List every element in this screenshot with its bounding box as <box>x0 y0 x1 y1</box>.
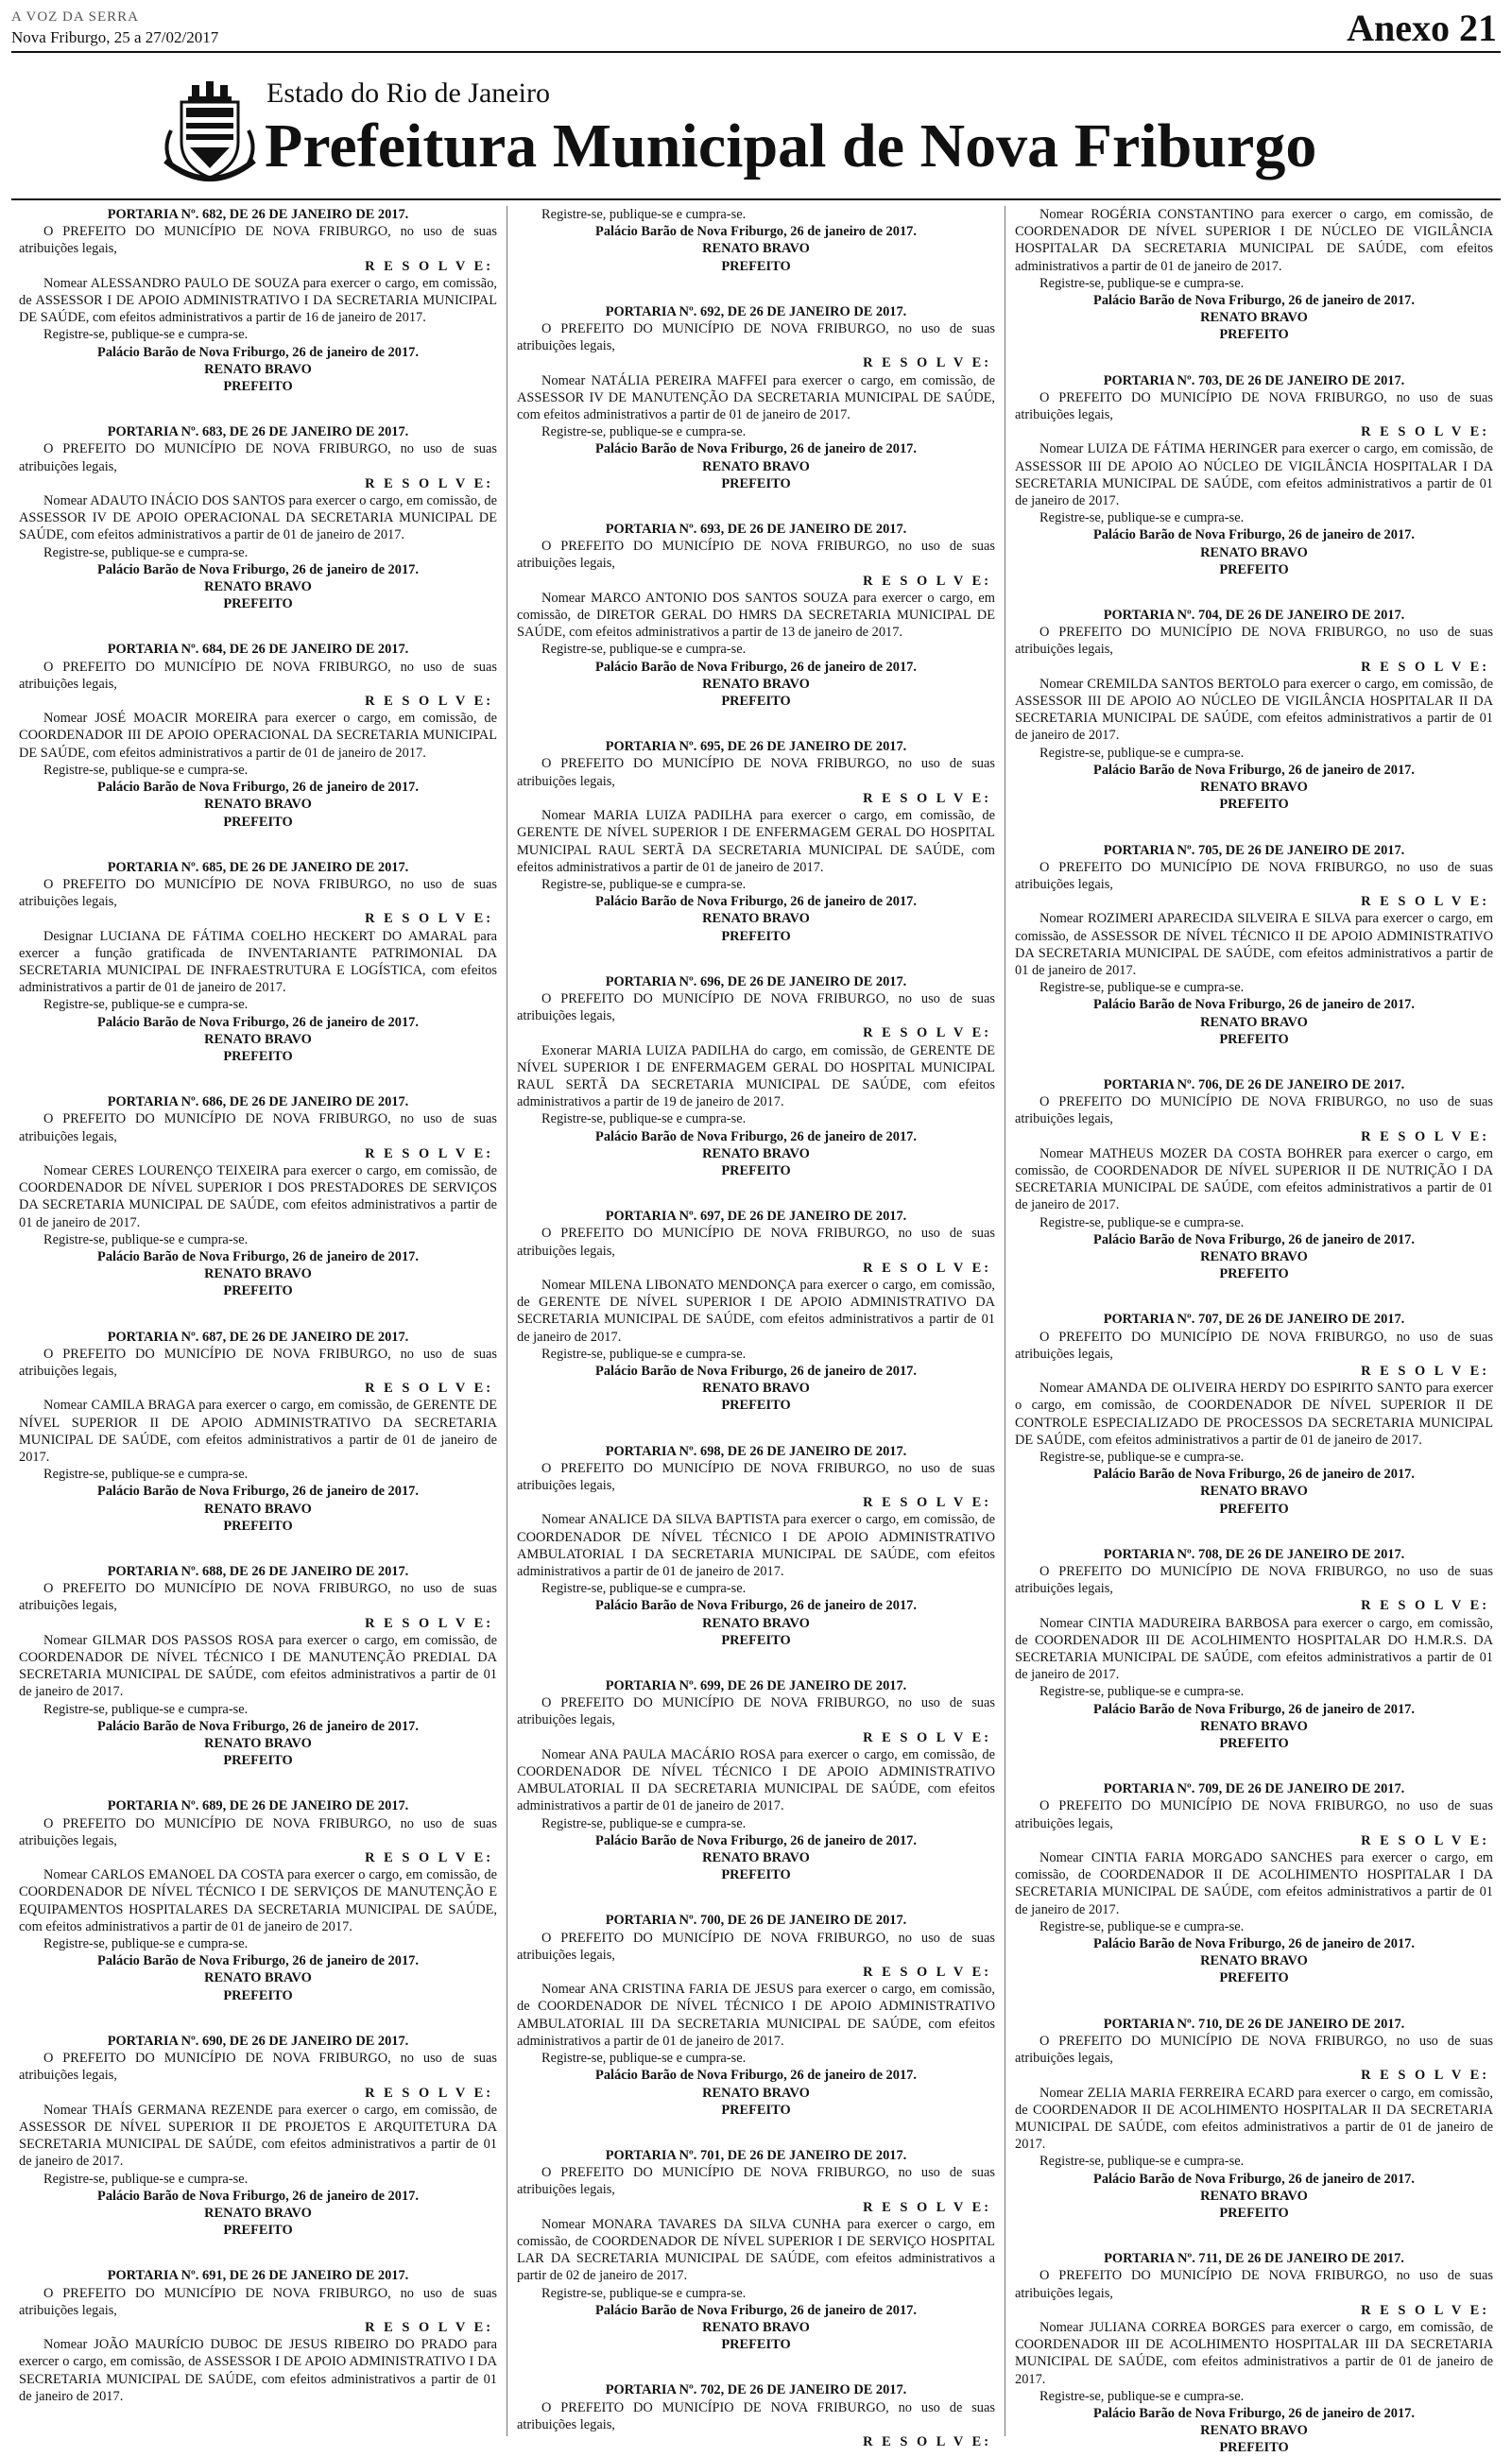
portaria-title: PORTARIA Nº. 708, DE 26 DE JANEIRO DE 2017. <box>1103 1546 1405 1562</box>
masthead <box>11 57 1501 200</box>
portaria-preamble: O PREFEITO DO MUNICÍPIO DE NOVA FRIBURGO, no uso de suas atribuições legais, <box>1015 1564 1493 1597</box>
register-line: Registre-se, publique-se e cumpra-se. <box>541 2051 747 2067</box>
notices-column-1 <box>19 206 497 2446</box>
signature-place-date: Palácio Barão de Nova Friburgo, 26 de janeiro de 2017. <box>1093 1231 1415 1247</box>
signer-name: RENATO BRAVO <box>204 1266 312 1282</box>
signer-name: RENATO BRAVO <box>204 2205 312 2221</box>
register-line: Registre-se, publique-se e cumpra-se. <box>43 1231 249 1247</box>
portaria-preamble: O PREFEITO DO MUNICÍPIO DE NOVA FRIBURGO, no uso de suas atribuições legais, <box>1015 625 1493 658</box>
portaria-title: PORTARIA Nº. 685, DE 26 DE JANEIRO DE 2017. <box>107 859 409 875</box>
resolve-heading: R E S O L V E: <box>863 1260 991 1276</box>
portaria-notice <box>517 2147 995 2353</box>
register-line: Registre-se, publique-se e cumpra-se. <box>1040 1450 1245 1465</box>
portaria-preamble: O PREFEITO DO MUNICÍPIO DE NOVA FRIBURGO, no uso de suas atribuições legais, <box>19 2051 497 2084</box>
signature-place-date: Palácio Barão de Nova Friburgo, 26 de janeiro de 2017. <box>595 659 917 675</box>
signer-name: RENATO BRAVO <box>702 1850 810 1866</box>
signer-name: RENATO BRAVO <box>1200 1248 1308 1264</box>
register-line: Registre-se, publique-se e cumpra-se. <box>1040 2154 1245 2170</box>
signer-name: RENATO BRAVO <box>204 1736 312 1752</box>
signature-place-date: Palácio Barão de Nova Friburgo, 26 de janeiro de 2017. <box>1093 1467 1415 1483</box>
register-line: Registre-se, publique-se e cumpra-se. <box>43 544 249 560</box>
signer-role: PREFEITO <box>1219 797 1289 813</box>
portaria-title: PORTARIA Nº. 695, DE 26 DE JANEIRO DE 2017. <box>605 739 907 755</box>
portaria-notice <box>19 1797 497 2003</box>
portaria-title: PORTARIA Nº. 700, DE 26 DE JANEIRO DE 2017. <box>605 1913 907 1929</box>
portaria-notice <box>1015 842 1493 1048</box>
signature-place-date: Palácio Barão de Nova Friburgo, 26 de janeiro de 2017. <box>595 1363 917 1379</box>
signer-role: PREFEITO <box>721 1162 791 1178</box>
resolve-heading: R E S O L V E: <box>863 1025 991 1041</box>
resolve-heading: R E S O L V E: <box>863 2199 991 2215</box>
portaria-preamble: O PREFEITO DO MUNICÍPIO DE NOVA FRIBURGO, no uso de suas atribuições legais, <box>517 2165 995 2198</box>
portaria-notice <box>1015 1780 1493 1986</box>
resolve-heading: R E S O L V E: <box>1361 1598 1489 1614</box>
portaria-body: Designar LUCIANA DE FÁTIMA COELHO HECKERT DO AMARAL para exercer a função gratificada de INVENTARIANTE PATRIMONIAL DA SECRETARIA MUNICIPAL DE INFRAESTRUTURA E LOGÍSTICA, com efeitos administrativos a partir de 01 de janeiro de 2017. <box>19 928 497 996</box>
portaria-preamble: O PREFEITO DO MUNICÍPIO DE NOVA FRIBURGO, no uso de suas atribuições legais, <box>1015 389 1493 423</box>
resolve-heading: R E S O L V E: <box>863 573 991 589</box>
resolve-heading: R E S O L V E: <box>863 355 991 371</box>
portaria-body: Nomear ALESSANDRO PAULO DE SOUZA para exercer o cargo, em comissão, de ASSESSOR I DE APOIO ADMINISTRATIVO I DA SECRETARIA MUNICIPAL DE SAÚDE, com efeitos administrativos a partir de 16 de janeiro de 2017. <box>19 275 497 326</box>
signer-role: PREFEITO <box>223 814 293 830</box>
portaria-preamble: O PREFEITO DO MUNICÍPIO DE NOVA FRIBURGO, no uso de suas atribuições legais, <box>1015 859 1493 892</box>
annex-number: Anexo 21 <box>1347 7 1497 49</box>
signer-name: RENATO BRAVO <box>702 2085 810 2101</box>
signature-place-date: Palácio Barão de Nova Friburgo, 26 de janeiro de 2017. <box>1093 2171 1415 2187</box>
portaria-preamble: O PREFEITO DO MUNICÍPIO DE NOVA FRIBURGO, no uso de suas atribuições legais, <box>19 2285 497 2318</box>
resolve-heading: R E S O L V E: <box>365 475 493 491</box>
notices-column-3 <box>1015 206 1493 2456</box>
portaria-body: Nomear NATÁLIA PEREIRA MAFFEI para exercer o cargo, em comissão, de ASSESSOR IV DE MANUTENÇÃO DA SECRETARIA MUNICIPAL DE SAÚDE, com efeitos administrativos a partir de 01 de janeiro de 2017. <box>517 372 995 423</box>
signer-role: PREFEITO <box>1219 1031 1289 1047</box>
signer-name: RENATO BRAVO <box>204 1031 312 1047</box>
portaria-title: PORTARIA Nº. 693, DE 26 DE JANEIRO DE 2017. <box>605 522 907 538</box>
municipal-coat-of-arms-icon <box>158 74 262 187</box>
register-line: Registre-se, publique-se e cumpra-se. <box>541 1346 747 1362</box>
signature-place-date: Palácio Barão de Nova Friburgo, 26 de janeiro de 2017. <box>1093 1701 1415 1717</box>
portaria-title: PORTARIA Nº. 706, DE 26 DE JANEIRO DE 2017. <box>1103 1076 1405 1092</box>
signer-role: PREFEITO <box>223 596 293 612</box>
portaria-notice <box>1015 2250 1493 2456</box>
signature-place-date: Palácio Barão de Nova Friburgo, 26 de janeiro de 2017. <box>1093 762 1415 778</box>
portaria-body: Nomear AMANDA DE OLIVEIRA HERDY DO ESPIRITO SANTO para exercer o cargo, em comissão, de COORDENADOR DE NÍVEL SUPERIOR II DE CONTROLE ESPECIALIZADO DE PROCESSOS DA SECRETARIA MUNICIPAL DE SAÚDE, com efeitos administrativos a partir de 01 de janeiro de 2017. <box>1015 1381 1493 1448</box>
portaria-preamble: O PREFEITO DO MUNICÍPIO DE NOVA FRIBURGO, no uso de suas atribuições legais, <box>19 1581 497 1614</box>
portaria-body: Exonerar MARIA LUIZA PADILHA do cargo, em comissão, de GERENTE DE NÍVEL SUPERIOR I DE ENFERMAGEM GERAL DO HOSPITAL MUNICIPAL RAUL SERTÃ DA SECRETARIA MUNICIPAL DE SAÚDE, com efeitos administrativos a partir de 19 de janeiro de 2017. <box>517 1042 995 1110</box>
signer-role: PREFEITO <box>223 1987 293 2003</box>
portaria-body: Nomear MONARA TAVARES DA SILVA CUNHA para exercer o cargo, em comissão, de COORDENADOR DE NÍVEL SUPERIOR I DE SERVIÇO HOSPITAL LAR DA SECRETARIA MUNICIPAL DE SAÚDE, com efeitos administrativos a partir de 02 de janeiro de 2017. <box>517 2216 995 2284</box>
portaria-notice <box>1015 1311 1493 1517</box>
portaria-title: PORTARIA Nº. 687, DE 26 DE JANEIRO DE 2017. <box>107 1329 409 1345</box>
register-line: Registre-se, publique-se e cumpra-se. <box>541 1815 747 1831</box>
signer-role: PREFEITO <box>1219 1736 1289 1752</box>
resolve-heading: R E S O L V E: <box>863 2433 991 2449</box>
signature-place-date: Palácio Barão de Nova Friburgo, 26 de janeiro de 2017. <box>595 1598 917 1614</box>
portaria-body: Nomear ADAUTO INÁCIO DOS SANTOS para exercer o cargo, em comissão, de ASSESSOR IV DE APOIO OPERACIONAL DA SECRETARIA MUNICIPAL DE SAÚDE, com efeitos administrativos a partir de 01 de janeiro de 2017. <box>19 493 497 543</box>
resolve-heading: R E S O L V E: <box>1361 1832 1489 1848</box>
portaria-body: Nomear JOSÉ MOACIR MOREIRA para exercer o cargo, em comissão, de COORDENADOR III DE APOIO OPERACIONAL DA SECRETARIA MUNICIPAL DE SAÚDE, com efeitos administrativos a partir de 01 de janeiro de 2017. <box>19 711 497 761</box>
signer-role: PREFEITO <box>223 1283 293 1299</box>
portaria-body: Nomear ZELIA MARIA FERREIRA ECARD para exercer o cargo, em comissão, de COORDENADOR II DE ACOLHIMENTO HOSPITALAR II DA SECRETARIA MUNICIPAL DE SAÚDE, com efeitos administrativos a partir de 01 de janeiro de 2017. <box>1015 2085 1493 2153</box>
signer-role: PREFEITO <box>721 1398 791 1414</box>
register-line: Registre-se, publique-se e cumpra-se. <box>43 2171 249 2187</box>
signer-name: RENATO BRAVO <box>1200 544 1308 560</box>
signer-role: PREFEITO <box>721 2102 791 2118</box>
portaria-body: Nomear GILMAR DOS PASSOS ROSA para exercer o cargo, em comissão, de COORDENADOR DE NÍVEL TÉCNICO I DE MANUTENÇÃO PREDIAL DA SECRETARIA MUNICIPAL DE SAÚDE, com efeitos administrativos a partir de 01 de janeiro de 2017. <box>19 1632 497 1700</box>
signer-role: PREFEITO <box>1219 561 1289 577</box>
signature-place-date: Palácio Barão de Nova Friburgo, 26 de janeiro de 2017. <box>97 1014 419 1030</box>
signer-role: PREFEITO <box>721 1632 791 1648</box>
signer-role: PREFEITO <box>223 1048 293 1064</box>
resolve-heading: R E S O L V E: <box>365 2319 493 2335</box>
register-line: Registre-se, publique-se e cumpra-se. <box>541 642 747 658</box>
signer-role: PREFEITO <box>721 258 791 274</box>
portaria-notice <box>19 641 497 830</box>
portaria-body: Nomear THAÍS GERMANA REZENDE para exercer o cargo, em comissão, de ASSESSOR DE NÍVEL SUPERIOR II DE PROJETOS E ARQUITETURA DA SECRETARIA MUNICIPAL DE SAÚDE, com efeitos administrativos a partir de 01 de janeiro de 2017. <box>19 2102 497 2170</box>
signer-name: RENATO BRAVO <box>1200 1953 1308 1969</box>
portaria-notice <box>19 1329 497 1535</box>
portaria-body: Nomear ROZIMERI APARECIDA SILVEIRA E SILVA para exercer o cargo, em comissão, de ASSESSOR DE NÍVEL TÉCNICO II DE APOIO ADMINISTRATIVO DA SECRETARIA MUNICIPAL DE SAÚDE, com efeitos administrativos a partir de 01 de janeiro de 2017. <box>1015 911 1493 978</box>
portaria-notice <box>19 2267 497 2405</box>
resolve-heading: R E S O L V E: <box>365 2085 493 2101</box>
register-line: Registre-se, publique-se e cumpra-se. <box>1040 275 1245 291</box>
portaria-preamble: O PREFEITO DO MUNICÍPIO DE NOVA FRIBURGO, no uso de suas atribuições legais, <box>19 224 497 257</box>
portaria-preamble: O PREFEITO DO MUNICÍPIO DE NOVA FRIBURGO, no uso de suas atribuições legais, <box>517 1930 995 1963</box>
resolve-heading: R E S O L V E: <box>1361 659 1489 675</box>
portaria-notice <box>517 2381 995 2450</box>
portaria-title: PORTARIA Nº. 707, DE 26 DE JANEIRO DE 2017. <box>1103 1312 1405 1328</box>
signer-name: RENATO BRAVO <box>204 1970 312 1986</box>
signer-name: RENATO BRAVO <box>702 911 810 927</box>
portaria-body: Nomear CINTIA MADUREIRA BARBOSA para exercer o cargo, em comissão, de COORDENADOR III DE ACOLHIMENTO HOSPITALAR DO H.M.R.S. DA SECRETARIA MUNICIPAL DE SAÚDE, com efeitos administrativos a partir de 01 de janeiro de 2017. <box>1015 1615 1493 1683</box>
resolve-heading: R E S O L V E: <box>1361 2068 1489 2084</box>
register-line: Registre-se, publique-se e cumpra-se. <box>43 1936 249 1952</box>
portaria-title: PORTARIA Nº. 691, DE 26 DE JANEIRO DE 2017. <box>107 2268 409 2284</box>
portaria-body: Nomear ANA PAULA MACÁRIO ROSA para exercer o cargo, em comissão, de COORDENADOR DE NÍVEL TÉCNICO I DE APOIO ADMINISTRATIVO AMBULATORIAL II DA SECRETARIA MUNICIPAL DE SAÚDE, com efeitos administrativos a partir de 01 de janeiro de 2017. <box>517 1746 995 1814</box>
portaria-title: PORTARIA Nº. 702, DE 26 DE JANEIRO DE 2017. <box>605 2382 907 2398</box>
portaria-notice <box>517 1443 995 1649</box>
signer-name: RENATO BRAVO <box>702 1615 810 1631</box>
portaria-notice <box>1015 206 1493 344</box>
register-line: Registre-se, publique-se e cumpra-se. <box>541 207 747 222</box>
resolve-heading: R E S O L V E: <box>1361 894 1489 910</box>
resolve-heading: R E S O L V E: <box>1361 2302 1489 2318</box>
portaria-title: PORTARIA Nº. 686, DE 26 DE JANEIRO DE 2017. <box>107 1094 409 1110</box>
portaria-notice <box>517 738 995 944</box>
register-line: Registre-se, publique-se e cumpra-se. <box>1040 745 1245 761</box>
portaria-notice <box>517 303 995 492</box>
signature-place-date: Palácio Barão de Nova Friburgo, 26 de janeiro de 2017. <box>595 1832 917 1848</box>
portaria-notice <box>19 2033 497 2239</box>
resolve-heading: R E S O L V E: <box>1361 1128 1489 1144</box>
register-line: Registre-se, publique-se e cumpra-se. <box>541 876 747 892</box>
portaria-body: Nomear CREMILDA SANTOS BERTOLO para exercer o cargo, em comissão, de ASSESSOR III DE APOIO AO NÚCLEO DE VIGILÂNCIA HOSPITALAR II DA SECRETARIA MUNICIPAL DE SAÚDE, com efeitos administrativos a partir de 01 de janeiro de 2017. <box>1015 676 1493 744</box>
portaria-title: PORTARIA Nº. 684, DE 26 DE JANEIRO DE 2017. <box>107 642 409 658</box>
portaria-title: PORTARIA Nº. 701, DE 26 DE JANEIRO DE 2017. <box>605 2147 907 2163</box>
portaria-preamble: O PREFEITO DO MUNICÍPIO DE NOVA FRIBURGO, no uso de suas atribuições legais, <box>517 321 995 354</box>
register-line: Registre-se, publique-se e cumpra-se. <box>1040 2388 1245 2404</box>
portaria-title: PORTARIA Nº. 703, DE 26 DE JANEIRO DE 2017. <box>1103 372 1405 388</box>
portaria-notice <box>517 973 995 1179</box>
resolve-heading: R E S O L V E: <box>365 1850 493 1866</box>
signer-name: RENATO BRAVO <box>702 1381 810 1397</box>
signer-name: RENATO BRAVO <box>702 2319 810 2335</box>
signer-name: RENATO BRAVO <box>1200 1014 1308 1030</box>
portaria-notice <box>19 1563 497 1769</box>
register-line: Registre-se, publique-se e cumpra-se. <box>1040 510 1245 526</box>
portaria-body: Nomear ANALICE DA SILVA BAPTISTA para exercer o cargo, em comissão, de COORDENADOR DE NÍVEL TÉCNICO I DE APOIO ADMINISTRATIVO AMBULATORIAL I DA SECRETARIA MUNICIPAL DE SAÚDE, com efeitos administrativos a partir de 01 de janeiro de 2017. <box>517 1512 995 1580</box>
state-name: Estado do Rio de Janeiro <box>266 77 550 109</box>
publication-name: A VOZ DA SERRA <box>11 9 139 25</box>
resolve-heading: R E S O L V E: <box>863 1965 991 1981</box>
signer-name: RENATO BRAVO <box>1200 2423 1308 2439</box>
signature-place-date: Palácio Barão de Nova Friburgo, 26 de janeiro de 2017. <box>1093 2405 1415 2421</box>
register-line: Registre-se, publique-se e cumpra-se. <box>43 997 249 1013</box>
signature-place-date: Palácio Barão de Nova Friburgo, 26 de janeiro de 2017. <box>595 224 917 240</box>
page-header-strip <box>11 8 1501 53</box>
signer-name: RENATO BRAVO <box>204 361 312 377</box>
resolve-heading: R E S O L V E: <box>365 911 493 927</box>
signer-name: RENATO BRAVO <box>1200 780 1308 796</box>
portaria-body: Nomear JOÃO MAURÍCIO DUBOC DE JESUS RIBEIRO DO PRADO para exercer o cargo, em comissão, de ASSESSOR I DE APOIO ADMINISTRATIVO I DA SECRETARIA MUNICIPAL DE SAÚDE, com efeitos administrativos a partir de 01 de janeiro de 2017. <box>19 2337 497 2404</box>
portaria-preamble: O PREFEITO DO MUNICÍPIO DE NOVA FRIBURGO, no uso de suas atribuições legais, <box>19 1346 497 1379</box>
portaria-preamble: O PREFEITO DO MUNICÍPIO DE NOVA FRIBURGO, no uso de suas atribuições legais, <box>19 441 497 474</box>
portaria-preamble: O PREFEITO DO MUNICÍPIO DE NOVA FRIBURGO, no uso de suas atribuições legais, <box>517 756 995 789</box>
register-line: Registre-se, publique-se e cumpra-se. <box>43 1467 249 1483</box>
signer-name: RENATO BRAVO <box>1200 1484 1308 1500</box>
signature-place-date: Palácio Barão de Nova Friburgo, 26 de janeiro de 2017. <box>595 2068 917 2084</box>
portaria-preamble: O PREFEITO DO MUNICÍPIO DE NOVA FRIBURGO, no uso de suas atribuições legais, <box>517 1226 995 1259</box>
signer-name: RENATO BRAVO <box>702 676 810 692</box>
portaria-title: PORTARIA Nº. 688, DE 26 DE JANEIRO DE 2017. <box>107 1564 409 1580</box>
portaria-preamble: O PREFEITO DO MUNICÍPIO DE NOVA FRIBURGO, no uso de suas atribuições legais, <box>1015 1329 1493 1362</box>
resolve-heading: R E S O L V E: <box>863 1729 991 1745</box>
signer-name: RENATO BRAVO <box>1200 1718 1308 1734</box>
organization-name: Prefeitura Municipal de Nova Friburgo <box>265 112 1317 180</box>
portaria-notice <box>517 521 995 710</box>
register-line: Registre-se, publique-se e cumpra-se. <box>1040 980 1245 996</box>
portaria-notice <box>1015 372 1493 578</box>
register-line: Registre-se, publique-se e cumpra-se. <box>541 1111 747 1127</box>
portaria-body: Nomear CARLOS EMANOEL DA COSTA para exercer o cargo, em comissão, de COORDENADOR DE NÍVEL TÉCNICO I DE SERVIÇOS DE MANUTENÇÃO E EQUIPAMENTOS HOSPITALARES DA SECRETARIA MUNICIPAL DE SAÚDE, com efeitos administrativos a partir de 01 de janeiro de 2017. <box>19 1867 497 1934</box>
portaria-title: PORTARIA Nº. 690, DE 26 DE JANEIRO DE 2017. <box>107 2033 409 2049</box>
portaria-title: PORTARIA Nº. 683, DE 26 DE JANEIRO DE 2017. <box>107 424 409 440</box>
portaria-title: PORTARIA Nº. 710, DE 26 DE JANEIRO DE 2017. <box>1103 2016 1405 2032</box>
portaria-preamble: O PREFEITO DO MUNICÍPIO DE NOVA FRIBURGO, no uso de suas atribuições legais, <box>19 1111 497 1144</box>
register-line: Registre-se, publique-se e cumpra-se. <box>1040 1214 1245 1230</box>
signature-place-date: Palácio Barão de Nova Friburgo, 26 de janeiro de 2017. <box>1093 997 1415 1013</box>
portaria-title: PORTARIA Nº. 699, DE 26 DE JANEIRO DE 2017. <box>605 1678 907 1694</box>
portaria-title: PORTARIA Nº. 689, DE 26 DE JANEIRO DE 2017. <box>107 1798 409 1814</box>
resolve-heading: R E S O L V E: <box>1361 1363 1489 1379</box>
signature-place-date: Palácio Barão de Nova Friburgo, 26 de janeiro de 2017. <box>595 894 917 910</box>
portaria-notice <box>517 1912 995 2118</box>
signer-name: RENATO BRAVO <box>702 1145 810 1161</box>
portaria-preamble: O PREFEITO DO MUNICÍPIO DE NOVA FRIBURGO, no uso de suas atribuições legais, <box>1015 1094 1493 1127</box>
portaria-notice <box>19 1093 497 1299</box>
portaria-preamble: O PREFEITO DO MUNICÍPIO DE NOVA FRIBURGO, no uso de suas atribuições legais, <box>517 1695 995 1728</box>
portaria-notice <box>1015 1546 1493 1752</box>
portaria-title: PORTARIA Nº. 696, DE 26 DE JANEIRO DE 2017. <box>605 973 907 989</box>
portaria-title: PORTARIA Nº. 692, DE 26 DE JANEIRO DE 2017. <box>605 303 907 319</box>
register-line: Registre-se, publique-se e cumpra-se. <box>1040 1684 1245 1700</box>
portaria-notice <box>517 1208 995 1414</box>
portaria-title: PORTARIA Nº. 698, DE 26 DE JANEIRO DE 2017. <box>605 1443 907 1459</box>
signature-place-date: Palácio Barão de Nova Friburgo, 26 de janeiro de 2017. <box>97 780 419 796</box>
signer-role: PREFEITO <box>223 2223 293 2239</box>
portaria-notice <box>517 1677 995 1883</box>
signer-role: PREFEITO <box>1219 327 1289 343</box>
signature-place-date: Palácio Barão de Nova Friburgo, 26 de janeiro de 2017. <box>595 2302 917 2318</box>
portaria-notice <box>517 206 995 275</box>
signature-place-date: Palácio Barão de Nova Friburgo, 26 de janeiro de 2017. <box>97 1953 419 1969</box>
signer-role: PREFEITO <box>223 1753 293 1769</box>
signer-name: RENATO BRAVO <box>204 579 312 595</box>
resolve-heading: R E S O L V E: <box>365 258 493 274</box>
signer-role: PREFEITO <box>1219 2440 1289 2456</box>
resolve-heading: R E S O L V E: <box>365 1381 493 1397</box>
portaria-title: PORTARIA Nº. 704, DE 26 DE JANEIRO DE 2017. <box>1103 608 1405 624</box>
portaria-body: Nomear MATHEUS MOZER DA COSTA BOHRER para exercer o cargo, em comissão, de COORDENADOR DE NÍVEL SUPERIOR II DE NUTRIÇÃO I DA SECRETARIA MUNICIPAL DE SAÚDE, com efeitos administrativos a partir de 01 de janeiro de 2017. <box>1015 1145 1493 1213</box>
signer-name: RENATO BRAVO <box>204 1501 312 1517</box>
portaria-preamble: O PREFEITO DO MUNICÍPIO DE NOVA FRIBURGO, no uso de suas atribuições legais, <box>19 1815 497 1848</box>
portaria-title: PORTARIA Nº. 682, DE 26 DE JANEIRO DE 2017. <box>107 207 409 222</box>
portaria-body: Nomear MARIA LUIZA PADILHA para exercer o cargo, em comissão, de GERENTE DE NÍVEL SUPERIOR I DE ENFERMAGEM GERAL DO HOSPITAL MUNICIPAL RAUL SERTÃ DA SECRETARIA MUNICIPAL DE SAÚDE, com efeitos administrativos a partir de 01 de janeiro de 2017. <box>517 808 995 875</box>
resolve-heading: R E S O L V E: <box>365 1615 493 1631</box>
portaria-body: Nomear MARCO ANTONIO DOS SANTOS SOUZA para exercer o cargo, em comissão, de DIRETOR GERAL DO HMRS DA SECRETARIA MUNICIPAL DE SAÚDE, com efeitos administrativos a partir de 13 de janeiro de 2017. <box>517 590 995 641</box>
signer-role: PREFEITO <box>721 694 791 710</box>
portaria-body: Nomear LUIZA DE FÁTIMA HERINGER para exercer o cargo, em comissão, de ASSESSOR III DE APOIO AO NÚCLEO DE VIGILÂNCIA HOSPITALAR I DA SECRETARIA MUNICIPAL DE SAÚDE, com efeitos administrativos a partir de 01 de janeiro de 2017. <box>1015 441 1493 509</box>
signer-role: PREFEITO <box>721 928 791 944</box>
portaria-preamble: O PREFEITO DO MUNICÍPIO DE NOVA FRIBURGO, no uso de suas atribuições legais, <box>19 876 497 910</box>
portaria-preamble: O PREFEITO DO MUNICÍPIO DE NOVA FRIBURGO, no uso de suas atribuições legais, <box>19 659 497 692</box>
signer-name: RENATO BRAVO <box>1200 310 1308 326</box>
signer-role: PREFEITO <box>1219 1501 1289 1517</box>
register-line: Registre-se, publique-se e cumpra-se. <box>541 2285 747 2301</box>
portaria-notice <box>19 859 497 1065</box>
portaria-notice <box>1015 607 1493 813</box>
register-line: Registre-se, publique-se e cumpra-se. <box>541 424 747 440</box>
signer-role: PREFEITO <box>223 1518 293 1534</box>
resolve-heading: R E S O L V E: <box>365 1145 493 1161</box>
signature-place-date: Palácio Barão de Nova Friburgo, 26 de janeiro de 2017. <box>1093 293 1415 309</box>
signer-name: RENATO BRAVO <box>702 458 810 474</box>
signature-place-date: Palácio Barão de Nova Friburgo, 26 de janeiro de 2017. <box>97 1484 419 1500</box>
portaria-title: PORTARIA Nº. 705, DE 26 DE JANEIRO DE 2017. <box>1103 842 1405 858</box>
portaria-body: Nomear ROGÉRIA CONSTANTINO para exercer o cargo, em comissão, de COORDENADOR DE NÍVEL SUPERIOR I DE NÚCLEO DE VIGILÂNCIA HOSPITALAR DA SECRETARIA MUNICIPAL DE SAÚDE, com efeitos administrativos a partir de 01 de janeiro de 2017. <box>1015 207 1493 274</box>
portaria-notice <box>19 206 497 395</box>
portaria-preamble: O PREFEITO DO MUNICÍPIO DE NOVA FRIBURGO, no uso de suas atribuições legais, <box>1015 1798 1493 1831</box>
signature-place-date: Palácio Barão de Nova Friburgo, 26 de janeiro de 2017. <box>1093 1936 1415 1952</box>
signature-place-date: Palácio Barão de Nova Friburgo, 26 de janeiro de 2017. <box>97 2188 419 2204</box>
signer-name: RENATO BRAVO <box>702 241 810 257</box>
signature-place-date: Palácio Barão de Nova Friburgo, 26 de janeiro de 2017. <box>595 441 917 457</box>
signature-place-date: Palácio Barão de Nova Friburgo, 26 de janeiro de 2017. <box>595 1128 917 1144</box>
register-line: Registre-se, publique-se e cumpra-se. <box>541 1581 747 1597</box>
register-line: Registre-se, publique-se e cumpra-se. <box>43 1701 249 1717</box>
signer-role: PREFEITO <box>721 2337 791 2353</box>
signer-role: PREFEITO <box>721 1867 791 1883</box>
signer-role: PREFEITO <box>1219 2205 1289 2221</box>
register-line: Registre-se, publique-se e cumpra-se. <box>43 327 249 343</box>
signer-role: PREFEITO <box>1219 1970 1289 1986</box>
portaria-preamble: O PREFEITO DO MUNICÍPIO DE NOVA FRIBURGO, no uso de suas atribuições legais, <box>517 1460 995 1493</box>
portaria-body: Nomear MILENA LIBONATO MENDONÇA para exercer o cargo, em comissão, de GERENTE DE NÍVEL SUPERIOR I DE APOIO ADMINISTRATIVO DA SECRETARIA MUNICIPAL DE SAÚDE, com efeitos administrativos a partir de 01 de janeiro de 2017. <box>517 1277 995 1345</box>
portaria-preamble: O PREFEITO DO MUNICÍPIO DE NOVA FRIBURGO, no uso de suas atribuições legais, <box>1015 2033 1493 2067</box>
portaria-body: Nomear CINTIA FARIA MORGADO SANCHES para exercer o cargo, em comissão, de COORDENADOR II DE ACOLHIMENTO HOSPITALAR I DA SECRETARIA MUNICIPAL DE SAÚDE, com efeitos administrativos a partir de 01 de janeiro de 2017. <box>1015 1850 1493 1917</box>
signature-place-date: Palácio Barão de Nova Friburgo, 26 de janeiro de 2017. <box>97 344 419 360</box>
portaria-body: Nomear ANA CRISTINA FARIA DE JESUS para exercer o cargo, em comissão, de COORDENADOR DE NÍVEL TÉCNICO I DE APOIO ADMINISTRATIVO AMBULATORIAL III DA SECRETARIA MUNICIPAL DE SAÚDE, com efeitos administrativos a partir de 01 de janeiro de 2017. <box>517 1982 995 2049</box>
portaria-preamble: O PREFEITO DO MUNICÍPIO DE NOVA FRIBURGO, no uso de suas atribuições legais, <box>517 990 995 1024</box>
portaria-body: Nomear JULIANA CORREA BORGES para exercer o cargo, em comissão, de COORDENADOR III DE ACOLHIMENTO HOSPITALAR III DA SECRETARIA MUNICIPAL DE SAÚDE, com efeitos administrativos a partir de 01 de janeiro de 2017. <box>1015 2319 1493 2387</box>
signer-role: PREFEITO <box>223 379 293 395</box>
portaria-title: PORTARIA Nº. 697, DE 26 DE JANEIRO DE 2017. <box>605 1209 907 1225</box>
resolve-heading: R E S O L V E: <box>863 790 991 806</box>
signer-role: PREFEITO <box>721 475 791 491</box>
publication-date: Nova Friburgo, 25 a 27/02/2017 <box>11 28 219 46</box>
register-line: Registre-se, publique-se e cumpra-se. <box>1040 1918 1245 1934</box>
notices-columns <box>19 206 1493 2456</box>
register-line: Registre-se, publique-se e cumpra-se. <box>43 762 249 778</box>
portaria-notice <box>1015 1076 1493 1282</box>
portaria-notice <box>19 423 497 612</box>
portaria-body: Nomear CERES LOURENÇO TEIXEIRA para exercer o cargo, em comissão, de COORDENADOR DE NÍVEL SUPERIOR I DOS PRESTADORES DE SERVIÇOS DA SECRETARIA MUNICIPAL DE SAÚDE, com efeitos administrativos a partir de 01 de janeiro de 2017. <box>19 1162 497 1230</box>
resolve-heading: R E S O L V E: <box>1361 424 1489 440</box>
signer-name: RENATO BRAVO <box>1200 2188 1308 2204</box>
portaria-title: PORTARIA Nº. 711, DE 26 DE JANEIRO DE 2017. <box>1104 2251 1404 2267</box>
portaria-title: PORTARIA Nº. 709, DE 26 DE JANEIRO DE 2017. <box>1103 1781 1405 1797</box>
signer-role: PREFEITO <box>1219 1266 1289 1282</box>
signature-place-date: Palácio Barão de Nova Friburgo, 26 de janeiro de 2017. <box>97 1718 419 1734</box>
signature-place-date: Palácio Barão de Nova Friburgo, 26 de janeiro de 2017. <box>97 561 419 577</box>
signature-place-date: Palácio Barão de Nova Friburgo, 26 de janeiro de 2017. <box>1093 527 1415 543</box>
portaria-preamble: O PREFEITO DO MUNICÍPIO DE NOVA FRIBURGO, no uso de suas atribuições legais, <box>1015 2268 1493 2301</box>
portaria-notice <box>1015 2016 1493 2222</box>
signer-name: RENATO BRAVO <box>204 797 312 813</box>
resolve-heading: R E S O L V E: <box>863 1495 991 1511</box>
portaria-preamble: O PREFEITO DO MUNICÍPIO DE NOVA FRIBURGO, no uso de suas atribuições legais, <box>517 2399 995 2432</box>
notices-column-2 <box>517 206 995 2449</box>
signature-place-date: Palácio Barão de Nova Friburgo, 26 de janeiro de 2017. <box>97 1248 419 1264</box>
resolve-heading: R E S O L V E: <box>365 694 493 710</box>
portaria-body: Nomear CAMILA BRAGA para exercer o cargo, em comissão, de GERENTE DE NÍVEL SUPERIOR II DE APOIO ADMINISTRATIVO DA SECRETARIA MUNICIPAL DE SAÚDE, com efeitos administrativos a partir de 01 de janeiro de 2017. <box>19 1398 497 1465</box>
portaria-preamble: O PREFEITO DO MUNICÍPIO DE NOVA FRIBURGO, no uso de suas atribuições legais, <box>517 539 995 572</box>
